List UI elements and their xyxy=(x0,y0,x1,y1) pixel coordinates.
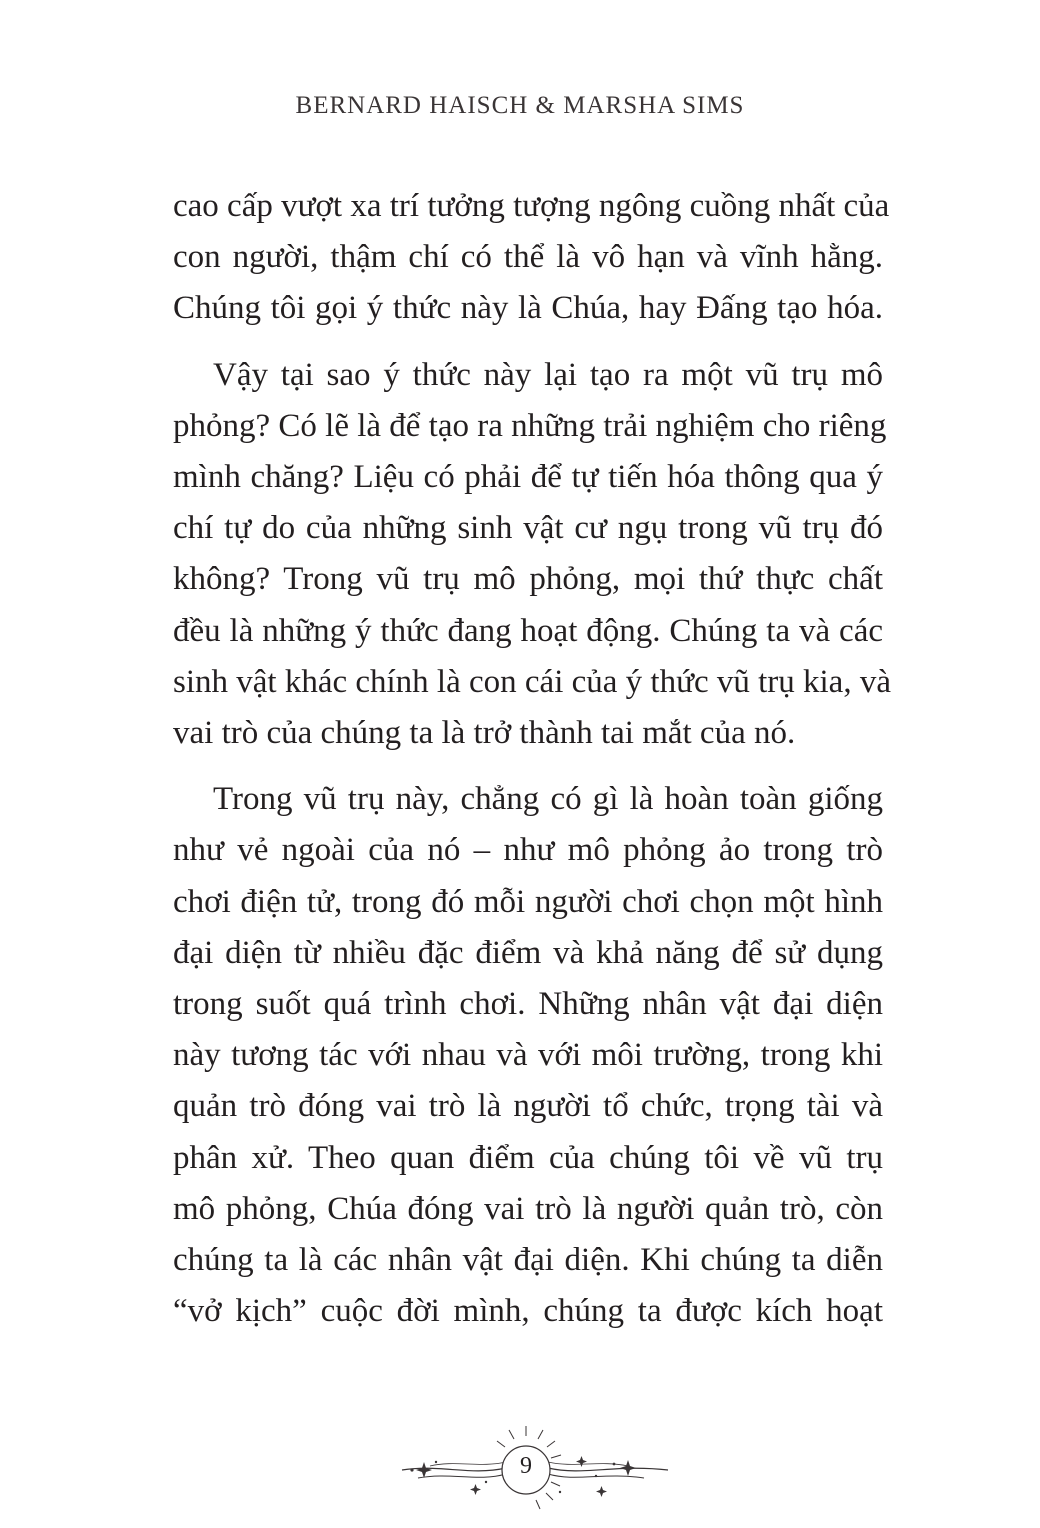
text-line: chơi điện tử, trong đó mỗi người chơi chọn một hình xyxy=(173,883,883,920)
text-line: sinh vật khác chính là con cái của ý thức vũ trụ kia, và xyxy=(173,663,891,700)
text-line: mô phỏng, Chúa đóng vai trò là người quản trò, còn xyxy=(173,1190,883,1227)
text-line: chí tự do của những sinh vật cư ngụ trong vũ trụ đó xyxy=(173,510,883,547)
text-line: phỏng? Có lẽ là để tạo ra những trải nghiệm cho riêng xyxy=(173,407,887,444)
text-line: trong suốt quá trình chơi. Những nhân vật đại diện xyxy=(173,986,883,1023)
text-line: mình chăng? Liệu có phải để tự tiến hóa thông qua ý xyxy=(173,459,883,496)
text-line: Chúng tôi gọi ý thức này là Chúa, hay Đấng tạo hóa. xyxy=(173,290,883,327)
text-line: không? Trong vũ trụ mô phỏng, mọi thứ thực chất xyxy=(173,561,883,598)
text-line: cao cấp vượt xa trí tưởng tượng ngông cuồng nhất của xyxy=(173,188,890,224)
text-line: đại diện từ nhiều đặc điểm và khả năng để sử dụng xyxy=(173,934,883,971)
text-line: Vậy tại sao ý thức này lại tạo ra một vũ trụ mô xyxy=(213,356,883,393)
running-header: BERNARD HAISCH & MARSHA SIMS xyxy=(295,92,745,119)
paragraph-2 xyxy=(173,350,891,760)
text-line: vai trò của chúng ta là trở thành tai mắt của nó. xyxy=(173,715,796,752)
text-line: phân xử. Theo quan điểm của chúng tôi về vũ trụ xyxy=(173,1139,883,1176)
body-text xyxy=(173,181,891,1352)
paragraph-3 xyxy=(173,774,883,1337)
page-number: 9 xyxy=(520,1453,532,1479)
text-line: này tương tác với nhau và với môi trường, trong khi xyxy=(173,1037,883,1074)
text-line: đều là những ý thức đang hoạt động. Chúng ta và các xyxy=(173,612,883,649)
text-line: quản trò đóng vai trò là người tổ chức, trọng tài và xyxy=(173,1088,883,1125)
text-line: con người, thậm chí có thể là vô hạn và vĩnh hằng. xyxy=(173,239,883,276)
text-line: như vẻ ngoài của nó – như mô phỏng ảo trong trò xyxy=(173,832,883,869)
text-line: “vở kịch” cuộc đời mình, chúng ta được kích hoạt xyxy=(173,1293,883,1330)
text-line: Trong vũ trụ này, chẳng có gì là hoàn toàn giống xyxy=(213,781,883,818)
text-line: chúng ta là các nhân vật đại diện. Khi chúng ta diễn xyxy=(173,1242,883,1279)
paragraph-1 xyxy=(173,181,890,335)
